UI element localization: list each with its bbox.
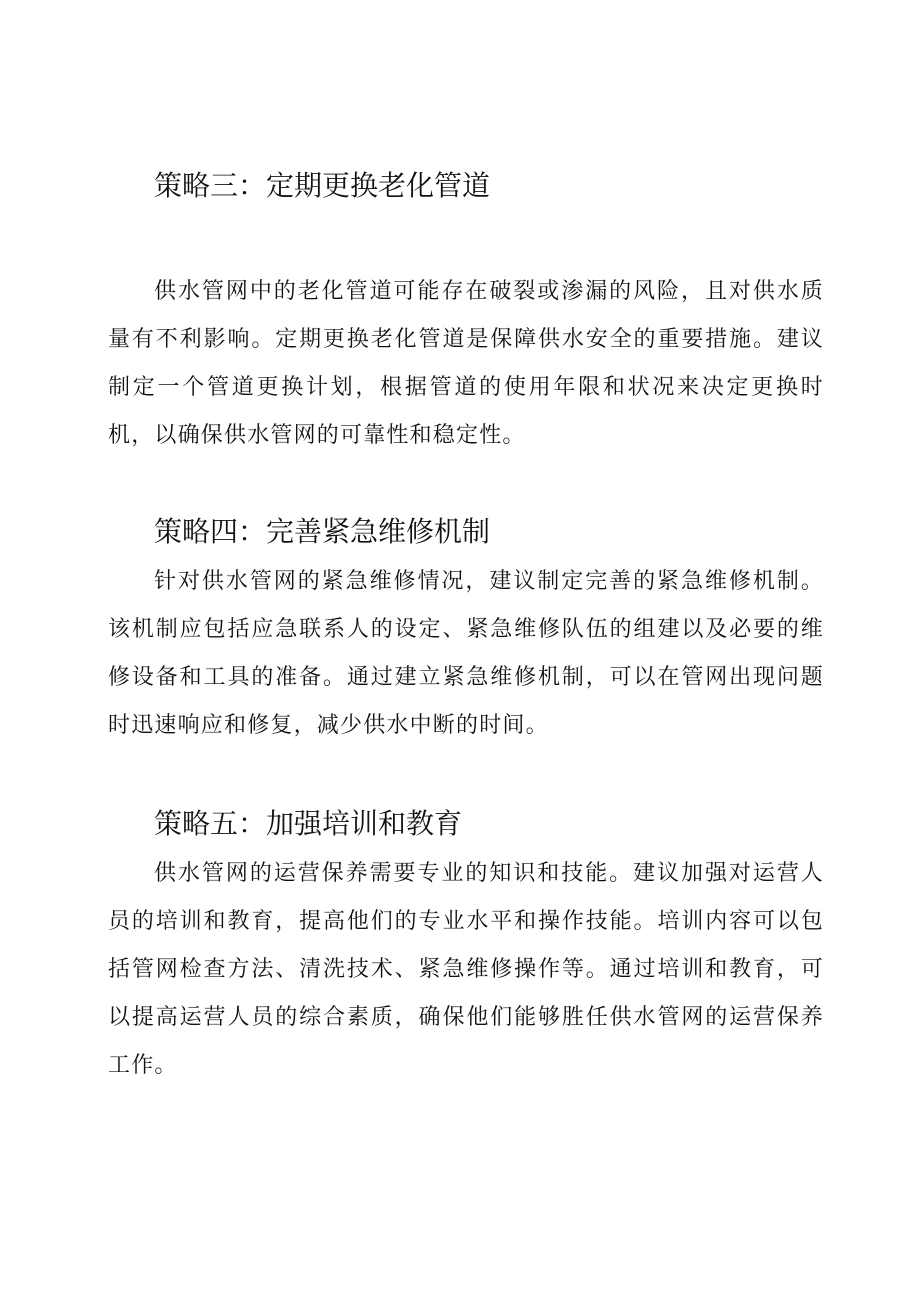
section-heading-strategy-5: 策略五：加强培训和教育 <box>154 807 463 840</box>
section-heading-strategy-3: 策略三：定期更换老化管道 <box>154 169 491 202</box>
section-heading-strategy-4: 策略四：完善紧急维修机制 <box>154 515 491 548</box>
section-body-strategy-5: 供水管网的运营保养需要专业的知识和技能。建议加强对运营人员的培训和教育，提高他们的专业水平和操作技能。培训内容可以包括管网检查方法、清洗技术、紧急维修操作等。通过培训和教育，可以提高运营人员的综合素质，确保他们能够胜任供水管网的运营保养工作。 <box>108 861 824 1078</box>
section-body-strategy-3: 供水管网中的老化管道可能存在破裂或渗漏的风险，且对供水质量有不利影响。定期更换老化管道是保障供水安全的重要措施。建议制定一个管道更换计划，根据管道的使用年限和状况来决定更换时机，以确保供水管网的可靠性和稳定性。 <box>108 279 824 448</box>
section-body-strategy-4: 针对供水管网的紧急维修情况，建议制定完善的紧急维修机制。该机制应包括应急联系人的设定、紧急维修队伍的组建以及必要的维修设备和工具的准备。通过建立紧急维修机制，可以在管网出现问题时迅速响应和修复，减少供水中断的时间。 <box>108 569 824 738</box>
